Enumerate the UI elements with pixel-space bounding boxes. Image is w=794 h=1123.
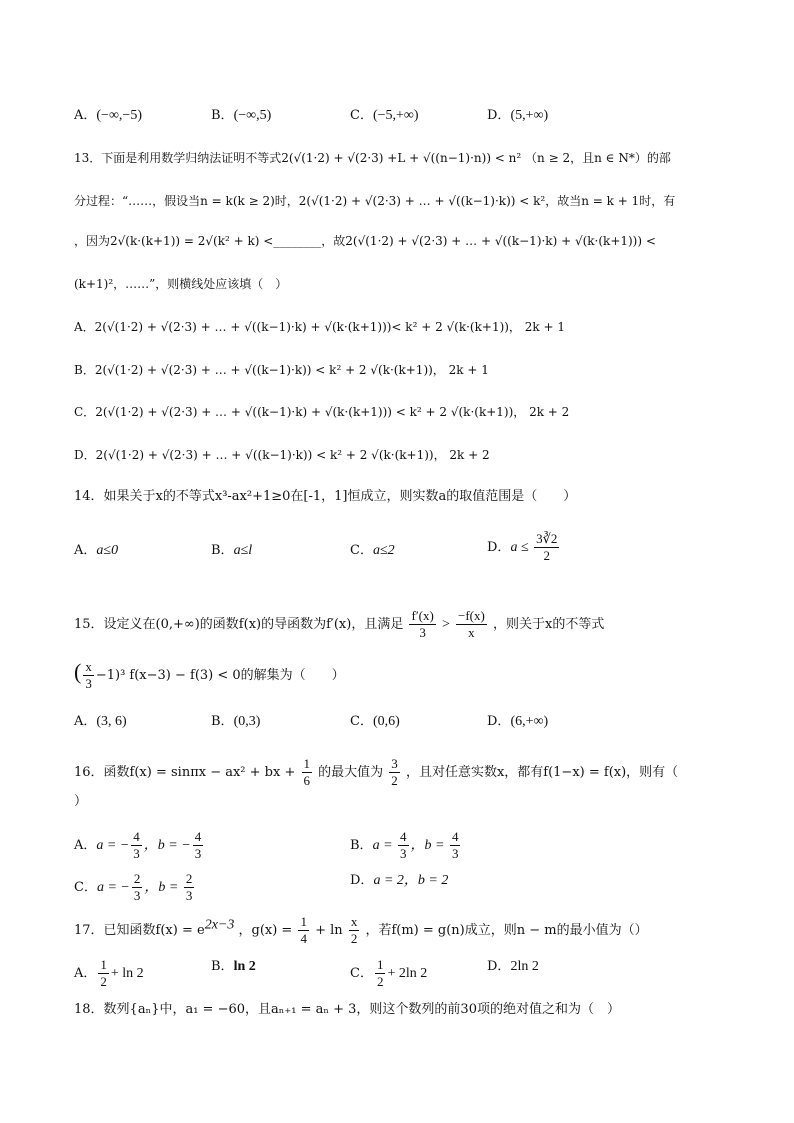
q15-fraction-3: $\frac{x}{3}$ [85,659,92,691]
q16-stem-line1: 16．函数f(x) = sinπx − ax² + bx + $\frac{1}{6}$ 的最大值为 $\frac{3}{2}$ ，且对任意实数x，都有f(1−x) = f(x)，则有（ [74,756,679,788]
q17-option-a: A． $\frac{1}{2}$ + ln 2 [74,957,144,989]
q13-option-a: A．2(√(1·2) + √(2·3) + … + √((k−1)·k) + √(k·(k+1)))< k² + 2 √(k·(k+1))， 2k + 1 [74,320,565,334]
q17-a-fraction: $\frac{1}{2}$ [100,957,107,989]
q15-fraction-1: $\frac{f'(x)}{3}$ [411,608,434,640]
q13-stem-line1: 13．下面是利用数学归纳法证明不等式2(√(1·2) + √(2·3) +L + √((n−1)·n)) < n² （n ≥ 2，且n ∈ N*）的部 [74,151,671,165]
q16-option-d: D．a = 2，b = 2 [350,873,449,888]
q16-option-a: A．a = − $\frac{4}{3}$ ，b = − $\frac{4}{3}$ [74,829,202,861]
q17-stem: 17．已知函数$f(x) = e^{2x-3}$ ，g(x) = $\frac{1}{4}$ + ln $\frac{x}{2}$ ，若f(m) = g(n)成立，则n − m的最小值为（） [74,914,648,946]
q16-option-c: C．a = − $\frac{2}{3}$ ，b = $\frac{2}{3}$ [74,871,193,903]
q15-fraction-2: $\frac{-f(x)}{x}$ [458,608,485,640]
q13-stem-line2: 分过程：“……，假设当n = k(k ≥ 2)时，2(√(1·2) + √(2·3) + … + √((k−1)·k)) < k²，故当n = k + 1时，有 [74,194,676,208]
q17-option-c: C． $\frac{1}{2}$ + 2ln 2 [350,957,428,989]
q17-fraction-1: $\frac{1}{4}$ [300,914,307,946]
q15-stem-line1: 15．设定义在(0,+∞)的函数f(x)的导函数为f′(x)，且满足 $\frac{f'(x)}{3}$ > $\frac{-f(x)}{x}$ ，则关于x的不等式 [74,608,605,640]
q12-option-a: A．(−∞,−5) [74,108,142,123]
q14-option-b: B．a≤l [211,543,253,558]
q12-option-b: B．(−∞,5) [211,108,272,123]
q16-option-b: B．a = $\frac{4}{3}$ ，b = $\frac{4}{3}$ [350,829,459,861]
q17-c-fraction: $\frac{1}{2}$ [376,957,384,989]
q16-b-fraction-1: $\frac{4}{3}$ [400,829,407,861]
q16-c-fraction-2: $\frac{2}{3}$ [185,871,193,903]
q13-stem-line3: ，因为2√(k·(k+1)) = 2√(k² + k) <________，故2(√(1·2) + √(2·3) + … + √((k−1)·k) + √(k·(k+1))) < [74,234,656,248]
q15-option-a: A．(3, 6) [74,714,127,729]
q14-stem: 14．如果关于x的不等式x³-ax²+1≥0在[-1，1]恒成立，则实数a的取值范围是（ ） [74,489,577,504]
q17-option-d: D．2ln 2 [487,959,539,974]
q16-b-fraction-2: $\frac{4}{3}$ [451,829,459,861]
q12-option-d: D．(5,+∞) [487,108,549,123]
q14-d-fraction: $\frac{3∛2}{2}$ [536,531,558,563]
q15-stem-line2: ( $\frac{x}{3}$ −1)³ f(x−3) − f(3) < 0的解集为（ ） [74,659,345,691]
q13-option-d: D．2(√(1·2) + √(2·3) + … + √((k−1)·k)) < k² + 2 √(k·(k+1))， 2k + 2 [74,448,490,462]
q14-option-c: C．a≤2 [350,543,395,558]
q16-fraction-2: $\frac{3}{2}$ [391,756,398,788]
q15-option-b: B．(0,3) [211,714,261,729]
q16-a-fraction-2: $\frac{4}{3}$ [194,829,202,861]
q16-c-fraction-1: $\frac{2}{3}$ [133,871,141,903]
q17-fraction-2: $\frac{x}{2}$ [350,914,358,946]
q12-option-c: C．(−5,+∞) [350,108,419,123]
q14-option-d: D．a ≤ $\frac{3∛2}{2}$ [487,531,558,563]
q16-a-fraction-1: $\frac{4}{3}$ [133,829,140,861]
q18-stem: 18．数列{aₙ}中，a₁ = −60，且aₙ₊₁ = aₙ + 3，则这个数列的前30项的绝对值之和为（ ） [74,1002,620,1017]
q14-option-a: A．a≤0 [74,543,119,558]
q13-option-b: B．2(√(1·2) + √(2·3) + … + √((k−1)·k)) < k² + 2 √(k·(k+1))， 2k + 1 [74,363,489,377]
q13-option-c: C．2(√(1·2) + √(2·3) + … + √((k−1)·k) + √(k·(k+1))) < k² + 2 √(k·(k+1))， 2k + 2 [74,405,570,419]
q13-stem-line4: (k+1)²，……”，则横线处应该填（ ） [74,277,288,291]
q17-option-b: B．ln 2 [211,959,256,974]
q16-stem-line2: ） [74,794,88,809]
q15-option-d: D．(6,+∞) [487,714,549,729]
q15-option-c: C．(0,6) [350,714,400,729]
q16-fraction-1: $\frac{1}{6}$ [303,756,310,788]
